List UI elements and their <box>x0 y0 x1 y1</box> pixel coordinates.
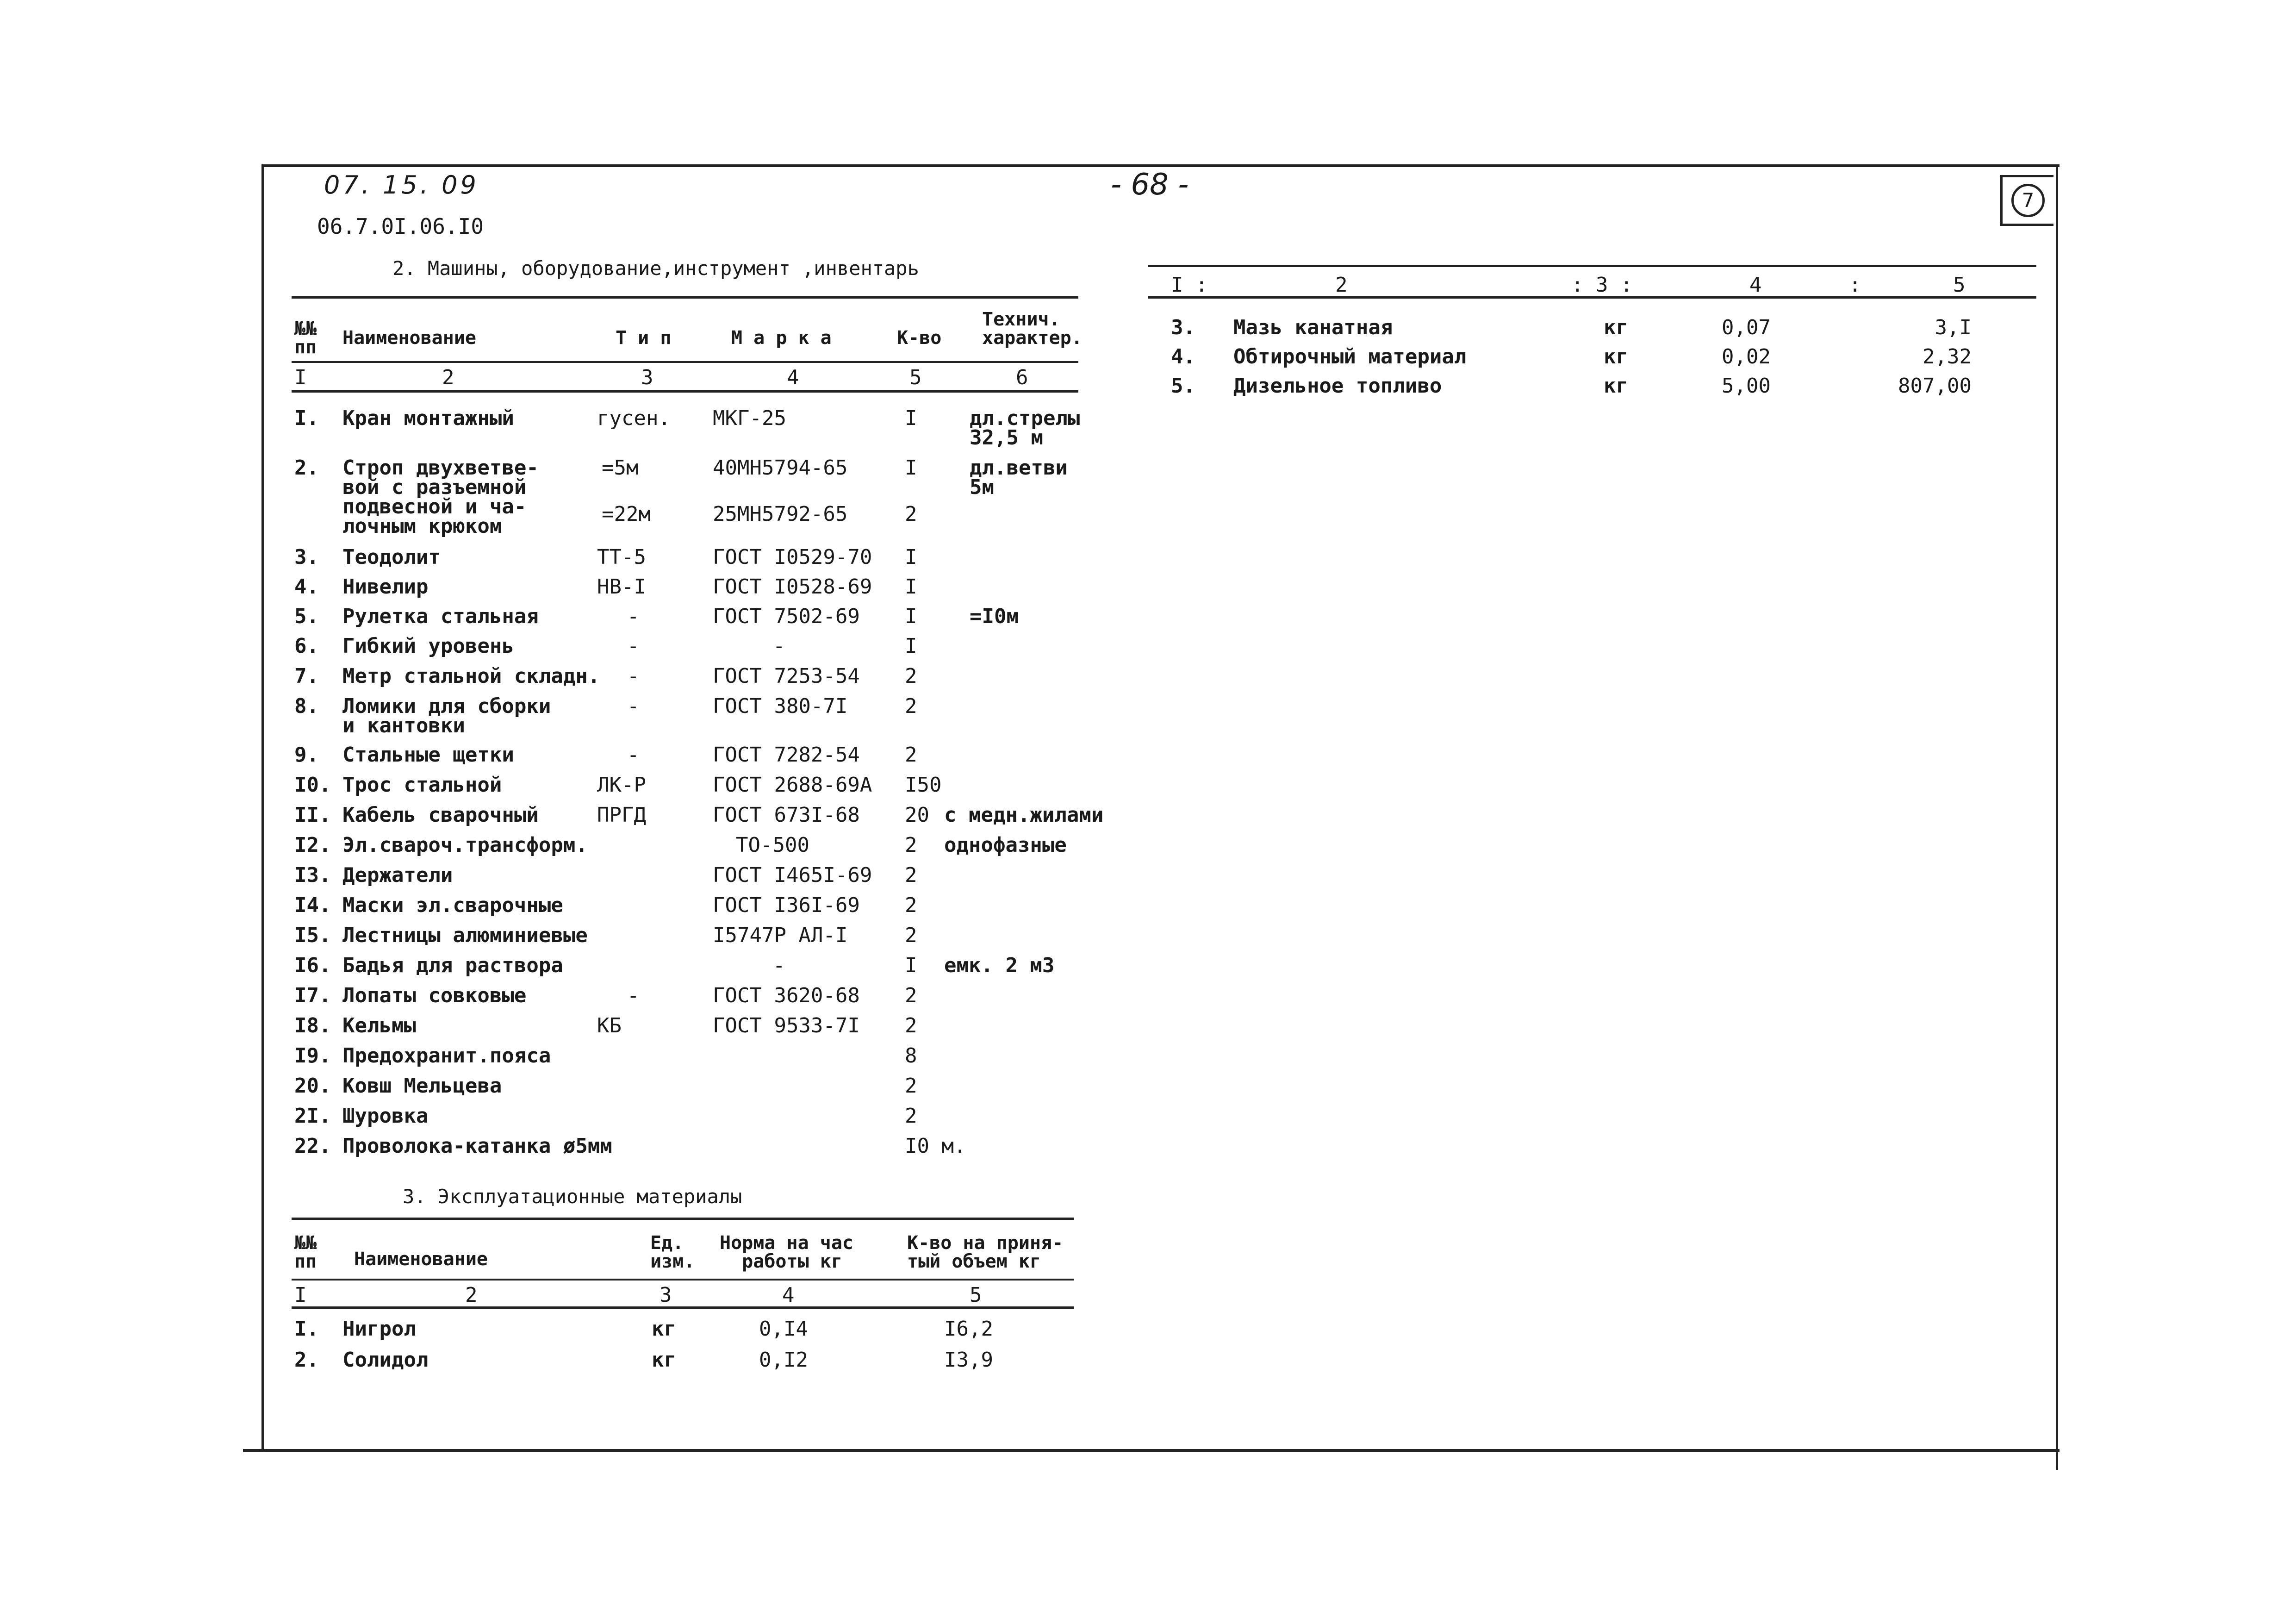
right-table-col-number: 2 <box>1335 273 1348 297</box>
section2-colnum-rule <box>292 390 1078 393</box>
section2-row-name: Кабель сварочный <box>342 803 539 827</box>
section3-row-unit: кг <box>652 1348 676 1372</box>
section2-row-qty: 2 <box>905 893 917 917</box>
right-table-row-qty: 2,32 <box>1923 345 1972 369</box>
section2-row-name: Стальные щетки <box>342 743 514 767</box>
section2-row-number: 3. <box>294 545 319 569</box>
section2-row-char: однофазные <box>944 833 1067 857</box>
section2-row-mark: ГОСТ 673I-68 <box>713 803 860 827</box>
right-table-row-number: 3. <box>1171 316 1195 339</box>
section3-col-number: I <box>294 1283 307 1307</box>
section2-row-name: Теодолит <box>342 545 441 569</box>
section2-row-mark: ТО-500 <box>736 833 809 857</box>
section2-row-qty: 2 <box>905 1104 917 1128</box>
section2-row-qty: 2 <box>905 984 917 1007</box>
right-table-row-number: 5. <box>1171 374 1195 398</box>
handwritten-code: 07. 15. 09 <box>324 170 479 200</box>
right-table-row-qty: 3,I <box>1935 316 1972 339</box>
section2-row-char: =I0м <box>970 605 1019 628</box>
right-table-row-name: Обтирочный материал <box>1233 345 1467 369</box>
section2-row-qty: I <box>905 575 917 599</box>
section2-row-number: 6. <box>294 634 319 658</box>
frame-top-line <box>264 164 2060 167</box>
section2-row-qty: I <box>905 456 917 480</box>
section2-row-qty: I <box>905 954 917 977</box>
section3-top-rule <box>292 1218 1074 1220</box>
section2-row-type: - <box>627 664 640 688</box>
section2-row-type: =22м <box>602 502 651 526</box>
section2-col-number: 2 <box>442 366 454 389</box>
section2-header-cell: Технич. характер. <box>982 309 1083 349</box>
section2-row-qty: I <box>905 406 917 430</box>
section2-row-mark: ГОСТ 380-7I <box>713 694 848 718</box>
section3-col-number: 4 <box>782 1283 795 1307</box>
section2-row-number: 22. <box>294 1134 331 1158</box>
circle-mark-number: 7 <box>2011 184 2045 217</box>
section3-row-qty: I6,2 <box>944 1317 993 1341</box>
section3-row-norm: 0,I2 <box>759 1348 808 1372</box>
section2-header-cell: М а р к а <box>731 327 832 349</box>
right-table-row-number: 4. <box>1171 345 1195 369</box>
section2-row-qty: 2 <box>905 833 917 857</box>
section2-row-number: 20. <box>294 1074 331 1098</box>
section2-row-number: I3. <box>294 863 331 887</box>
section2-row-mark: I5747Р АЛ-I <box>713 924 848 947</box>
section2-row-mark: ГОСТ I0529-70 <box>713 545 872 569</box>
section2-col-number: 6 <box>1016 366 1028 389</box>
section2-row-qty: 2 <box>905 743 917 767</box>
section2-row-type: - <box>627 984 640 1007</box>
section2-row-qty: 2 <box>905 694 917 718</box>
right-table-row-norm: 0,07 <box>1722 316 1771 339</box>
section2-row-mark: ГОСТ I36I-69 <box>713 893 860 917</box>
section3-title: 3. Эксплуатационные материалы <box>403 1185 742 1208</box>
section3-row-number: I. <box>294 1317 319 1341</box>
section2-row-mark: ГОСТ I465I-69 <box>713 863 872 887</box>
frame-right-line <box>2056 164 2058 1470</box>
frame-left-line <box>261 164 264 1451</box>
section2-row-name: Рулетка стальная <box>342 605 539 628</box>
section2-row-name: Предохранит.пояса <box>342 1044 551 1068</box>
section2-row-name: Ковш Мельцева <box>342 1074 502 1098</box>
section2-row-mark: 40МН5794-65 <box>713 456 848 480</box>
section2-row-type: ПРГД <box>597 803 646 827</box>
section2-row-qty: I0 м. <box>905 1134 966 1158</box>
section2-row-type: - <box>627 743 640 767</box>
section2-col-number: 3 <box>641 366 653 389</box>
section2-row-number: I9. <box>294 1044 331 1068</box>
section2-row-number: 5. <box>294 605 319 628</box>
section2-row-number: I0. <box>294 773 331 797</box>
section2-row-number: 9. <box>294 743 319 767</box>
section2-row-number: I2. <box>294 833 331 857</box>
right-table-row-unit: кг <box>1604 374 1628 398</box>
section2-row-number: 8. <box>294 694 319 718</box>
section2-row-name: Маски эл.сварочные <box>342 893 563 917</box>
section2-row-type: НВ-I <box>597 575 646 599</box>
right-table-row-name: Дизельное топливо <box>1233 374 1442 398</box>
section2-header-cell: Т и п <box>616 327 672 349</box>
section2-row-name: Трос стальной <box>342 773 502 797</box>
section2-row-qty: 20 <box>905 803 929 827</box>
section2-col-number: I <box>294 366 307 389</box>
page-number: - 68 - <box>1111 168 1189 202</box>
right-table-col-number: : 3 : <box>1571 273 1633 297</box>
section2-row-qty: I <box>905 605 917 628</box>
section3-row-norm: 0,I4 <box>759 1317 808 1341</box>
section2-row-number: I8. <box>294 1014 331 1037</box>
section2-row-mark: - <box>773 954 785 977</box>
section2-row-type: - <box>627 634 640 658</box>
section2-row-number: I6. <box>294 954 331 977</box>
section3-row-number: 2. <box>294 1348 319 1372</box>
right-table-col-number: I : <box>1171 273 1208 297</box>
section2-row-number: 7. <box>294 664 319 688</box>
right-table-col-number: 5 <box>1953 273 1966 297</box>
section2-row-qty: 8 <box>905 1044 917 1068</box>
section2-row-type: ТТ-5 <box>597 545 646 569</box>
section2-row-type: =5м <box>602 456 639 480</box>
section2-row-type: ЛК-Р <box>597 773 646 797</box>
section2-col-number: 4 <box>787 366 799 389</box>
section2-row-name: Лестницы алюминиевые <box>342 924 588 947</box>
section2-row-mark: - <box>773 634 785 658</box>
section2-row-name: Бадья для раствора <box>342 954 563 977</box>
section3-header-rule <box>292 1279 1074 1280</box>
section2-row-type: КБ <box>597 1014 622 1037</box>
right-table-row-qty: 807,00 <box>1898 374 1972 398</box>
right-table-col-number: : <box>1849 273 1861 297</box>
section2-row-qty: I50 <box>905 773 942 797</box>
circle-mark <box>2000 175 2053 226</box>
right-table-row-name: Мазь канатная <box>1233 316 1393 339</box>
section2-row-qty: 2 <box>905 502 917 526</box>
section3-row-name: Нигрол <box>342 1317 416 1341</box>
section3-header-cell: Ед. изм. <box>650 1232 695 1272</box>
section2-row-name: Шуровка <box>342 1104 429 1128</box>
section2-row-name: Лопаты совковые <box>342 984 527 1007</box>
section2-row-number: II. <box>294 803 331 827</box>
section2-header-cell: К-во <box>897 327 942 349</box>
section3-colnum-rule <box>292 1306 1074 1309</box>
right-table-row-norm: 5,00 <box>1722 374 1771 398</box>
section2-row-number: I. <box>294 406 319 430</box>
section3-col-number: 3 <box>660 1283 672 1307</box>
section2-row-qty: I <box>905 634 917 658</box>
right-table-col-number: 4 <box>1749 273 1762 297</box>
section3-header-cell: К-во на приня- тый объем кг <box>907 1232 1064 1272</box>
section2-row-type: - <box>627 605 640 628</box>
section2-row-name: Проволока-катанка ø5мм <box>342 1134 612 1158</box>
section2-row-name: Гибкий уровень <box>342 634 514 658</box>
section3-row-qty: I3,9 <box>944 1348 993 1372</box>
section2-row-number: 2I. <box>294 1104 331 1128</box>
section2-header-cell: Наименование <box>342 327 476 349</box>
section2-row-char: 5м <box>970 475 994 499</box>
section2-row-char: с медн.жилами <box>944 803 1104 827</box>
section3-row-name: Солидол <box>342 1348 429 1372</box>
section3-header-cell: №№ пп <box>294 1232 317 1272</box>
section2-header-cell: №№ пп <box>294 318 317 358</box>
section3-row-unit: кг <box>652 1317 676 1341</box>
section2-row-number: I4. <box>294 893 331 917</box>
section2-row-char: 32,5 м <box>970 426 1043 450</box>
section2-row-mark: ГОСТ 7282-54 <box>713 743 860 767</box>
section2-row-name: Эл.свароч.трансформ. <box>342 833 588 857</box>
right-table-top-rule <box>1148 265 2036 267</box>
section2-row-mark: ГОСТ I0528-69 <box>713 575 872 599</box>
doc-code: 06.7.0I.06.I0 <box>317 214 484 239</box>
section3-col-number: 2 <box>465 1283 478 1307</box>
section2-row-name: Ломики для сборки <box>342 694 551 718</box>
section3-header-cell: Наименование <box>354 1249 488 1270</box>
section2-row-name: лочным крюком <box>342 514 502 538</box>
section2-row-mark: 25МН5792-65 <box>713 502 848 526</box>
section2-row-type: - <box>627 694 640 718</box>
section2-row-name: Держатели <box>342 863 453 887</box>
right-table-row-unit: кг <box>1604 316 1628 339</box>
section2-title: 2. Машины, оборудование,инструмент ,инвентарь <box>392 257 919 280</box>
frame-bottom-line <box>243 1449 2060 1452</box>
section2-row-qty: 2 <box>905 1014 917 1037</box>
right-table-row-norm: 0,02 <box>1722 345 1771 369</box>
section2-row-mark: ГОСТ 7253-54 <box>713 664 860 688</box>
section2-header-rule <box>292 361 1078 363</box>
section2-row-number: I5. <box>294 924 331 947</box>
right-table-colnum-rule <box>1148 296 2036 299</box>
section2-row-number: I7. <box>294 984 331 1007</box>
section2-row-mark: МКГ-25 <box>713 406 786 430</box>
section2-row-char: дл.ветви <box>970 456 1068 480</box>
section2-row-mark: ГОСТ 7502-69 <box>713 605 860 628</box>
section2-row-qty: 2 <box>905 664 917 688</box>
section2-row-mark: ГОСТ 2688-69А <box>713 773 872 797</box>
section2-row-char: емк. 2 м3 <box>944 954 1055 977</box>
section2-row-qty: I <box>905 545 917 569</box>
section2-row-qty: 2 <box>905 924 917 947</box>
section3-header-cell: Норма на час работы кг <box>720 1232 853 1272</box>
section2-row-char: дл.стрелы <box>970 406 1080 430</box>
section2-col-number: 5 <box>909 366 922 389</box>
section2-row-mark: ГОСТ 3620-68 <box>713 984 860 1007</box>
section2-top-rule <box>292 296 1078 299</box>
right-table-row-unit: кг <box>1604 345 1628 369</box>
section2-row-name: вой с разъемной <box>342 475 527 499</box>
section2-row-qty: 2 <box>905 1074 917 1098</box>
section2-row-name: подвесной и ча- <box>342 495 527 518</box>
section3-col-number: 5 <box>970 1283 982 1307</box>
section2-row-type: гусен. <box>597 406 671 430</box>
section2-row-number: 2. <box>294 456 319 480</box>
section2-row-mark: ГОСТ 9533-7I <box>713 1014 860 1037</box>
section2-row-name: Метр стальной складн. <box>342 664 600 688</box>
section2-row-name: Нивелир <box>342 575 429 599</box>
section2-row-qty: 2 <box>905 863 917 887</box>
section2-row-name: Кран монтажный <box>342 406 514 430</box>
section2-row-name: Строп двухветве- <box>342 456 539 480</box>
section2-row-name: и кантовки <box>342 714 465 737</box>
section2-row-number: 4. <box>294 575 319 599</box>
section2-row-name: Кельмы <box>342 1014 416 1037</box>
